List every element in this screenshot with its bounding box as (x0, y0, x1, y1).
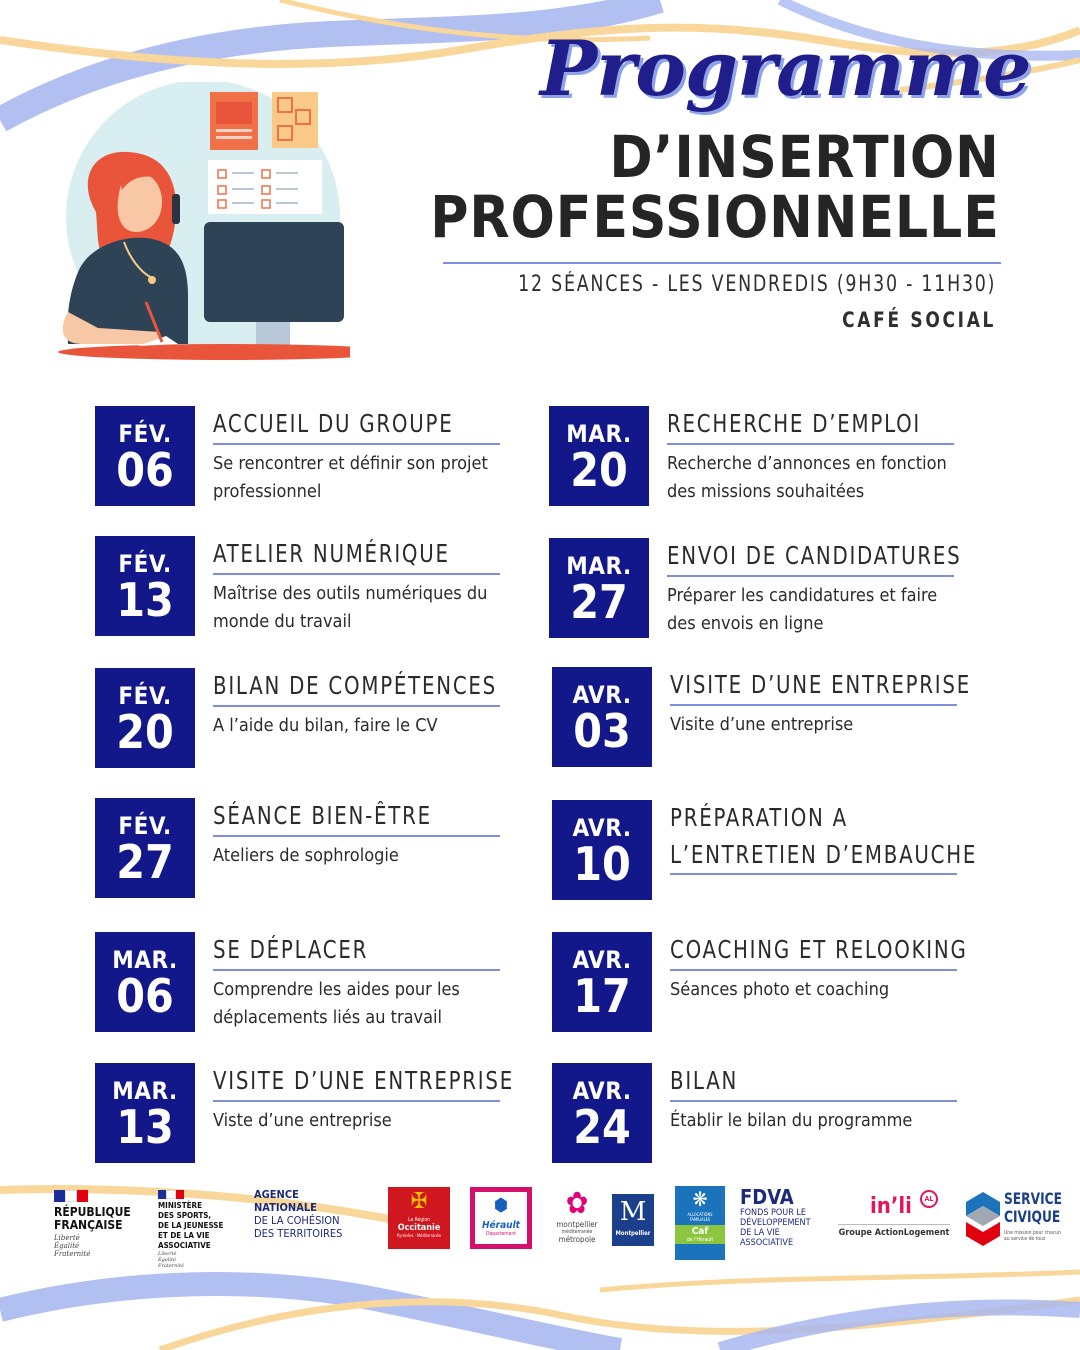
session-description: Recherche d’annonces en fonction des missions souhaitées (667, 453, 947, 502)
herault-departement-logo: ⬢ Hérault Département (470, 1187, 532, 1249)
inli-logo: in’li AL Groupe ActionLogement (838, 1190, 950, 1238)
title-line-insertion: D’INSERTION (609, 123, 1000, 191)
date-month: MAR. (566, 552, 632, 580)
title-line-professionnelle: PROFESSIONNELLE (430, 183, 1000, 251)
session-divider (213, 705, 500, 707)
session-divider (213, 969, 500, 971)
date-badge (95, 1063, 195, 1163)
session-divider (213, 573, 500, 575)
date-badge (552, 800, 652, 900)
date-day: 17 (573, 969, 631, 1023)
date-month: FÉV. (118, 812, 172, 840)
date-day: 24 (573, 1100, 631, 1154)
session-card (95, 536, 535, 636)
date-month: AVR. (572, 946, 632, 974)
session-title: VISITE D’UNE ENTREPRISE (213, 1066, 514, 1095)
session-title: VISITE D’UNE ENTREPRISE (670, 670, 971, 699)
republique-francaise-logo: RÉPUBLIQUE FRANÇAISE Liberté Égalité Fraternité (54, 1190, 144, 1258)
caf-emblem-icon: ❋ (692, 1187, 708, 1211)
ville-montpellier-logo: M Montpellier (612, 1194, 654, 1246)
session-divider (670, 873, 957, 875)
session-title: BILAN DE COMPÉTENCES (213, 671, 498, 700)
french-flag-icon (54, 1190, 88, 1202)
date-month: FÉV. (118, 550, 172, 578)
schedule-subtitle: 12 SÉANCES - LES VENDREDIS (9H30 - 11H30) (517, 272, 996, 297)
date-badge (549, 538, 649, 638)
session-description: Visite d’une entreprise (670, 714, 854, 735)
session-description: Ateliers de sophrologie (213, 845, 399, 866)
montpellier-metropole-logo: ✿ montpellier méditerranée métropole (546, 1188, 608, 1244)
date-day: 06 (116, 443, 174, 497)
session-card (95, 406, 535, 506)
session-divider (670, 1100, 957, 1102)
date-day: 20 (570, 443, 628, 497)
session-divider (670, 704, 957, 706)
session-divider (213, 443, 500, 445)
date-badge (552, 932, 652, 1032)
caf-herault-logo: ❋ ALLOCATIONS FAMILIALES Caf de l’Hérault (675, 1186, 725, 1260)
date-month: AVR. (572, 814, 632, 842)
service-civique-logo: SERVICE CIVIQUE Une mission pour chacun au service de tous (966, 1190, 1070, 1250)
date-month: AVR. (572, 681, 632, 709)
date-badge (95, 932, 195, 1032)
session-title: RECHERCHE D’EMPLOI (667, 409, 922, 438)
session-description: Comprendre les aides pour les déplacements liés au travail (213, 979, 460, 1028)
session-divider (667, 575, 954, 577)
session-divider (670, 969, 957, 971)
programme-title: Programme (540, 24, 1031, 113)
session-title: ATELIER NUMÉRIQUE (213, 539, 450, 568)
date-month: MAR. (112, 1077, 178, 1105)
session-title: BILAN (670, 1066, 739, 1095)
date-badge (549, 406, 649, 506)
fdva-logo: FDVA FONDS POUR LE DÉVELOPPEMENT DE LA VIE ASSOCIATIVE (740, 1185, 811, 1248)
date-month: MAR. (112, 946, 178, 974)
flower-icon: ✿ (565, 1186, 589, 1221)
session-divider (667, 443, 954, 445)
session-card (552, 800, 992, 900)
date-badge (95, 406, 195, 506)
session-card (549, 406, 989, 506)
session-title: COACHING ET RELOOKING (670, 935, 968, 964)
session-card (552, 1063, 992, 1163)
date-day: 27 (116, 835, 174, 889)
woman-at-computer-illustration (38, 82, 350, 362)
session-title: SE DÉPLACER (213, 935, 369, 964)
session-divider (213, 835, 500, 837)
service-civique-emblem-icon (966, 1192, 1000, 1246)
session-description: A l’aide du bilan, faire le CV (213, 715, 438, 736)
date-day: 06 (116, 969, 174, 1023)
region-occitanie-logo: ✠ La Région Occitanie Pyrénées · Méditerranée (388, 1187, 450, 1249)
session-divider (213, 1100, 500, 1102)
date-day: 13 (116, 573, 174, 627)
date-day: 03 (573, 704, 631, 758)
session-description: Maîtrise des outils numériques du monde du travail (213, 583, 488, 632)
session-card (549, 538, 989, 638)
session-card (95, 932, 535, 1032)
session-card (552, 667, 992, 767)
session-card (95, 668, 535, 768)
date-day: 10 (573, 837, 631, 891)
date-badge (95, 668, 195, 768)
session-title: SÉANCE BIEN-ÊTRE (213, 801, 432, 830)
occitan-cross-icon: ✠ (410, 1189, 428, 1214)
date-badge (552, 667, 652, 767)
ministere-sports-logo: MINISTÈRE DES SPORTS, DE LA JEUNESSE ET DE LA VIE ASSOCIATIVE Liberté Égalité Fraternité (158, 1190, 244, 1269)
session-title: ACCUEIL DU GROUPE (213, 409, 454, 438)
date-badge (95, 536, 195, 636)
session-description: Préparer les candidatures et faire des envois en ligne (667, 585, 938, 634)
herault-map-icon: ⬢ (493, 1195, 509, 1216)
date-badge (552, 1063, 652, 1163)
session-description: Se rencontrer et définir son projet professionnel (213, 453, 488, 502)
header-divider (443, 262, 1001, 264)
anct-logo: AGENCE NATIONALE DE LA COHÉSION DES TERRITOIRES (254, 1188, 343, 1240)
date-day: 27 (570, 575, 628, 629)
session-description: Établir le bilan du programme (670, 1110, 913, 1131)
date-day: 20 (116, 705, 174, 759)
session-description: Viste d’une entreprise (213, 1110, 392, 1131)
date-month: FÉV. (118, 682, 172, 710)
date-month: AVR. (572, 1077, 632, 1105)
session-card (552, 932, 992, 1032)
date-month: MAR. (566, 420, 632, 448)
french-flag-icon (158, 1190, 184, 1199)
venue-label: CAFÉ SOCIAL (842, 308, 996, 332)
date-badge (95, 798, 195, 898)
partner-logos (0, 1182, 1080, 1272)
session-card (95, 798, 535, 898)
date-day: 13 (116, 1100, 174, 1154)
session-title-line2: L’ENTRETIEN D’EMBAUCHE (670, 840, 978, 869)
date-month: FÉV. (118, 420, 172, 448)
session-title: PRÉPARATION A (670, 803, 848, 832)
session-card (95, 1063, 535, 1163)
session-title: ENVOI DE CANDIDATURES (667, 541, 962, 570)
session-description: Séances photo et coaching (670, 979, 890, 1000)
